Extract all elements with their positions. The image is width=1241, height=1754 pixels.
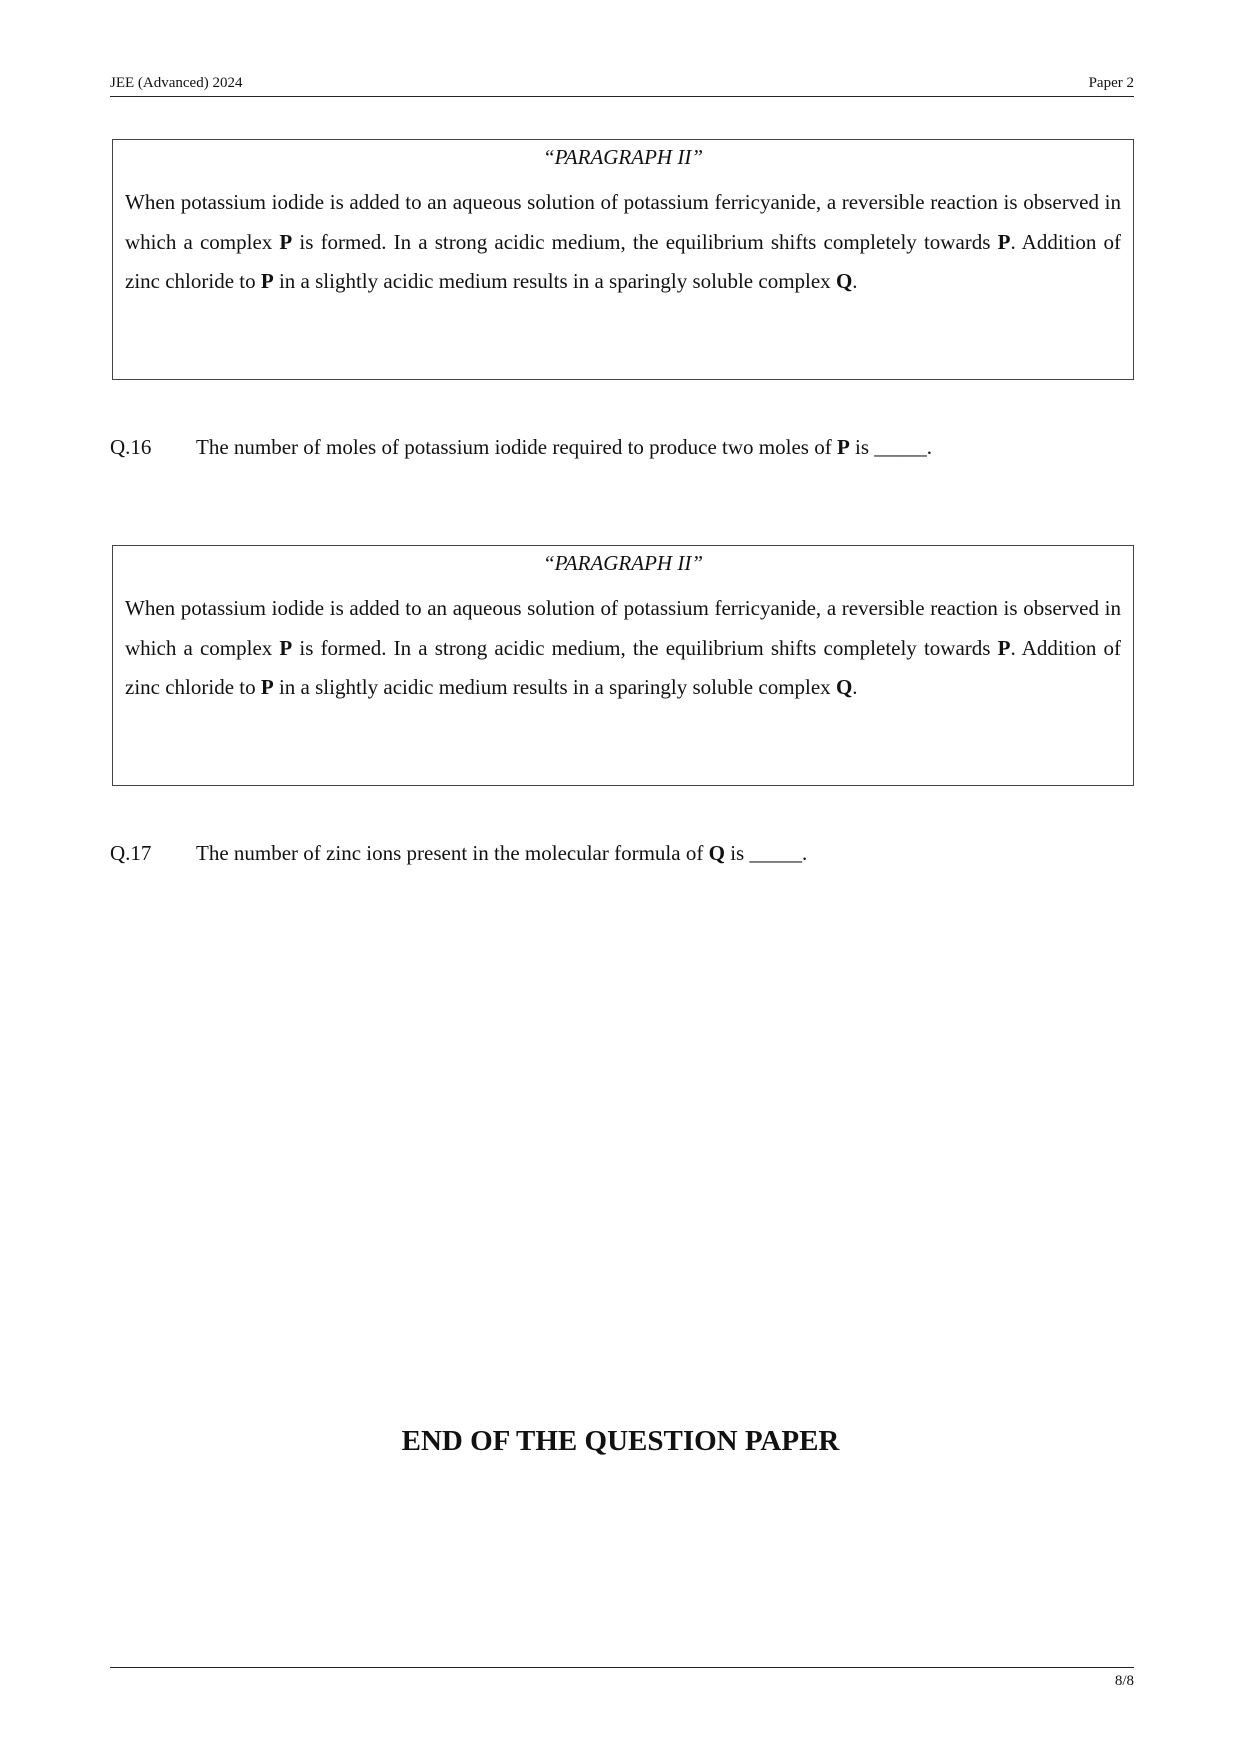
question-text-segment: is _____. xyxy=(849,435,933,459)
paragraph-title: “PARAGRAPH II” xyxy=(542,145,703,169)
paragraph-title: “PARAGRAPH II” xyxy=(542,551,703,575)
paragraph-text-segment: in a slightly acidic medium results in a sparingly soluble complex xyxy=(273,269,836,293)
paragraph-text xyxy=(125,589,1121,708)
paragraph-text-segment: When potassium iodide is added to an aqueous solution of potassium ferricyanide, a reversible reaction is observed in which a complex xyxy=(125,596,1121,660)
end-of-paper-heading: END OF THE QUESTION PAPER xyxy=(401,1425,840,1457)
complex-p-label: P xyxy=(836,435,850,459)
exam-title: JEE (Advanced) 2024 xyxy=(110,75,243,91)
question-number: Q.17 xyxy=(110,841,152,865)
paper-label: Paper 2 xyxy=(1088,75,1134,91)
complex-p-label: P xyxy=(279,229,293,254)
question-text-segment: is _____. xyxy=(724,841,808,865)
page-number: 8/8 xyxy=(1114,1673,1134,1689)
complex-p-label: P xyxy=(997,635,1011,660)
paragraph-text-segment: is formed. In a strong acidic medium, the equilibrium shifts completely towards xyxy=(292,229,998,254)
complex-p-label: P xyxy=(997,229,1011,254)
complex-p-label: P xyxy=(260,269,274,293)
question-text-segment: The number of zinc ions present in the molecular formula of xyxy=(196,841,709,865)
question-text xyxy=(196,433,932,461)
paragraph-text-segment: When potassium iodide is added to an aqueous solution of potassium ferricyanide, a reversible reaction is observed in which a complex xyxy=(125,190,1121,254)
paragraph-text-segment: in a slightly acidic medium results in a sparingly soluble complex xyxy=(273,675,836,699)
paragraph-text xyxy=(125,183,1121,302)
question-number: Q.16 xyxy=(110,435,152,459)
complex-q-label: Q xyxy=(835,675,853,699)
paragraph-box-2 xyxy=(112,545,1134,786)
complex-p-label: P xyxy=(279,635,293,660)
paragraph-text-segment: . xyxy=(852,269,858,293)
question-text-segment: The number of moles of potassium iodide required to produce two moles of xyxy=(196,435,837,459)
paragraph-text-segment: . Addition of zinc chloride to xyxy=(125,635,1121,699)
complex-q-label: Q xyxy=(708,841,725,865)
complex-p-label: P xyxy=(260,675,274,699)
paragraph-text-segment: is formed. In a strong acidic medium, the equilibrium shifts completely towards xyxy=(292,635,998,660)
complex-q-label: Q xyxy=(835,269,853,293)
page-header xyxy=(110,74,1134,97)
paragraph-box-1 xyxy=(112,139,1134,380)
paragraph-text-segment: . xyxy=(852,675,858,699)
paragraph-text-segment: . Addition of zinc chloride to xyxy=(125,229,1121,293)
question-text xyxy=(196,839,807,867)
footer-divider xyxy=(110,1667,1134,1668)
